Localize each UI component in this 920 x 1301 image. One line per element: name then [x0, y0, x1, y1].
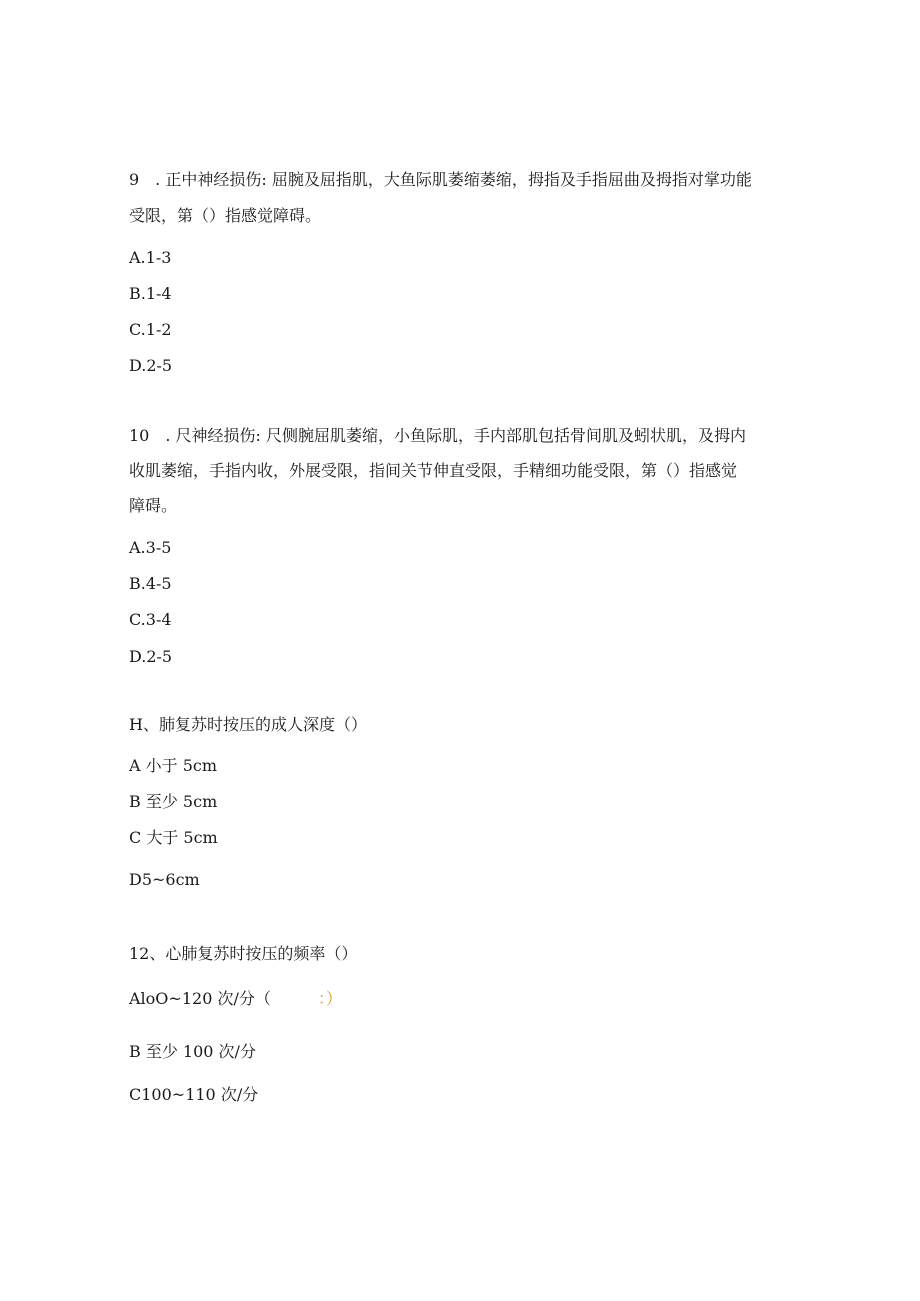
- option-c: C.1-2: [129, 320, 172, 339]
- question-stem-line: 10 . 尺神经损伤: 尺侧腕屈肌萎缩，小鱼际肌，手内部肌包括骨间肌及蚓状肌，及拇内: [129, 426, 747, 445]
- question-stem-line: 9 . 正中神经损伤: 屈腕及屈指肌，大鱼际肌萎缩萎缩，拇指及手指屈曲及拇指对掌功能: [129, 170, 752, 189]
- question-stem-line: 障碍。: [129, 496, 178, 515]
- option-a: A.1-3: [129, 248, 172, 267]
- option-d: D.2-5: [129, 647, 173, 666]
- option-a: A 小于 5cm: [129, 756, 218, 775]
- option-b: B.4-5: [129, 574, 172, 593]
- option-c: C 大于 5cm: [129, 828, 218, 847]
- option-b: B 至少 100 次/分: [129, 1042, 256, 1061]
- question-stem-line: H、肺复苏时按压的成人深度（）: [129, 715, 367, 734]
- option-d: D.2-5: [129, 356, 173, 375]
- annotation-mark: ：）: [318, 989, 343, 1008]
- option-a: AloO~120 次/分（: [129, 989, 271, 1008]
- option-a: A.3-5: [129, 538, 172, 557]
- question-stem-line: 受限，第（）指感觉障碍。: [129, 206, 322, 225]
- option-c: C100~110 次/分: [129, 1085, 259, 1104]
- option-c: C.3-4: [129, 610, 172, 629]
- option-b: B 至少 5cm: [129, 792, 218, 811]
- question-stem-line: 12、心肺复苏时按压的频率（）: [129, 944, 358, 963]
- question-stem-line: 收肌萎缩，手指内收，外展受限，指间关节伸直受限，手精细功能受限，第（）指感觉: [129, 461, 738, 480]
- option-b: B.1-4: [129, 284, 172, 303]
- option-d: D5~6cm: [129, 870, 200, 889]
